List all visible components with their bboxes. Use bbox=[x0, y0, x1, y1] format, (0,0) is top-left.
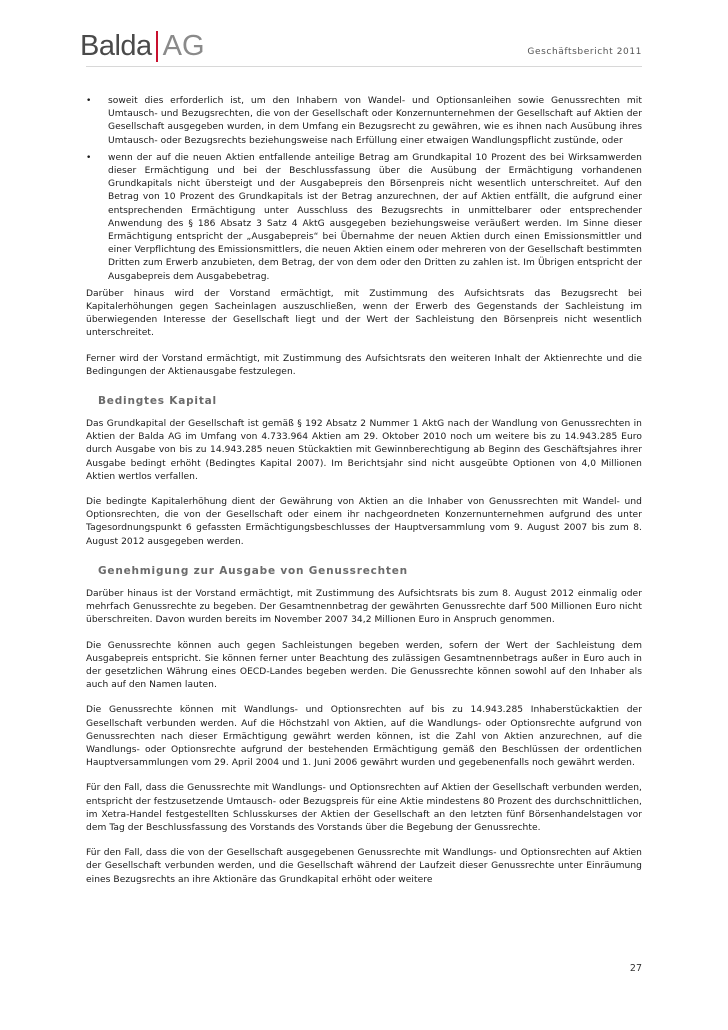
bullet-item bbox=[86, 152, 642, 284]
balda-ag-logo bbox=[80, 28, 205, 64]
paragraph: Für den Fall, dass die Genussrechte mit Wandlungs- und Optionsrechten auf Aktien der Gesellschaft verbunden werden, entspricht der festzusetzende Umtausch- oder Bezugspreis für eine Aktie mindestens 80 Prozent des durchschnittlichen, im Xetra-Handel festgestellten Schlusskurses der Aktien der Gesellschaft an den letzten fünf Börsenhandelstagen vor dem Tag der Beschlussfassung des Vorstands des Vorstands über die Begebung der Genussrechte. bbox=[86, 783, 642, 833]
paragraph: Darüber hinaus ist der Vorstand ermächtigt, mit Zustimmung des Aufsichtsrats bis zum 8. August 2012 einmalig oder mehrfach Genussrechte zu begeben. Der Gesamtnennbetrag der gewährten Genussrechte darf 500 Millionen Euro nicht überschreiten. Davon wurden bereits im November 2007 34,2 Millionen Euro in Anspruch genommen. bbox=[86, 588, 642, 626]
bullet-mark: • bbox=[86, 96, 92, 106]
page-number: 27 bbox=[629, 963, 642, 974]
page-content bbox=[86, 95, 642, 899]
report-title: Geschäftsbericht 2011 bbox=[527, 47, 642, 57]
logo-ag-text: AG bbox=[162, 29, 205, 62]
bullet-item bbox=[86, 95, 642, 148]
paragraph: Das Grundkapital der Gesellschaft ist gemäß § 192 Absatz 2 Nummer 1 AktG nach der Wandlung von Genussrechten in Aktien der Balda AG im Umfang von 4.733.964 Aktien am 29. Oktober 2010 noch um weitere bis zu 14.943.285 Euro durch Ausgabe von bis zu 14.943.285 neuen Stückaktien mit Gewinnberechtigung ab Beginn des Geschäftsjahres ihrer Ausgabe bedingt erhöht (Bedingtes Kapital 2007). Im Berichtsjahr sind nicht ausgeübte Optionen von 4,0 Millionen Aktien wertlos verfallen. bbox=[86, 419, 642, 482]
paragraph: Für den Fall, dass die von der Gesellschaft ausgegebenen Genussrechte mit Wandlungs- und Optionsrechten auf Aktien der Gesellschaft verbunden werden, und die Gesellschaft während der Laufzeit dieser Genussrechte unter Einräumung eines Bezugsrechts an ihre Aktionäre das Grundkapital erhöht oder weitere bbox=[86, 848, 642, 885]
section-heading-bedingtes-kapital: Bedingtes Kapital bbox=[98, 395, 217, 408]
paragraph: Die Genussrechte können mit Wandlungs- und Optionsrechten auf bis zu 14.943.285 Inhaberstückaktien der Gesellschaft verbunden werden. Auf die Höchstzahl von Aktien, auf die Wandlungs- oder Optionsrechte aufgrund von Genussrechten nach dieser Ermächtigung gewährt werden können, ist die Zahl von Aktien anzurechnen, auf die Wandlungs- oder Optionsrechte aufgrund der bestehenden Ermächtigung gemäß den Beschlüssen der ordentlichen Hauptversammlungen vom 29. April 2004 und 1. Juni 2006 gewährt wurden und gegebenenfalls noch gewährt werden. bbox=[86, 705, 642, 769]
paragraph: Die Genussrechte können auch gegen Sachleistungen begeben werden, sofern der Wert der Sachleistung dem Ausgabepreis entspricht. Sie können ferner unter Beachtung des zulässigen Gesamtnennbetrags außer in Euro auch in der gesetzlichen Währung eines OECD-Landes begeben werden. Die Genussrechte können sowohl auf den Inhaber als auch auf den Namen lauten. bbox=[86, 640, 642, 691]
paragraph: Ferner wird der Vorstand ermächtigt, mit Zustimmung des Aufsichtsrats den weiteren Inhalt der Aktienrechte und die Bedingungen der Aktienausgabe festzulegen. bbox=[86, 353, 642, 377]
paragraph: Darüber hinaus wird der Vorstand ermächtigt, mit Zustimmung des Aufsichtsrats das Bezugsrecht bei Kapitalerhöhungen gegen Sacheinlagen auszuschließen, wenn der Erwerb des Gegenstands der Sachleistung im überwiegenden Interesse der Gesellschaft liegt und der Wert der Sachleistung den Börsenpreis nicht wesentlich unterschreitet. bbox=[86, 288, 642, 339]
logo-balda-text: Balda bbox=[80, 29, 152, 62]
section-heading-genussrechte: Genehmigung zur Ausgabe von Genussrechten bbox=[98, 564, 408, 577]
bullet-mark: • bbox=[86, 152, 92, 163]
bullet-text: soweit dies erforderlich ist, um den Inhabern von Wandel- und Optionsanleihen sowie Genussrechten mit Umtausch- und Bezugsrechten, die von der Gesellschaft oder Konzernunternehmen der Gesellschaft auf Aktien der Gesellschaft ausgegeben wurden, in dem Umfang ein Bezugsrecht zu gewähren, wie es ihnen nach Ausübung ihres Umtausch- oder Bezugsrechts beziehungsweise nach Erfüllung einer etwaigen Wandlungspflicht zustünde, oder bbox=[108, 96, 642, 146]
logo-divider-bar bbox=[156, 31, 158, 62]
paragraph: Die bedingte Kapitalerhöhung dient der Gewährung von Aktien an die Inhaber von Genussrechten mit Wandel- und Optionsrechten, die von der Gesellschaft oder einem ihr nachgeordneten Konzernunternehmen aufgrund des unter Tagesordnungspunkt 6 gefassten Ermächtigungsbeschlusses der Hauptversammlung vom 9. August 2007 bis zum 8. August 2012 ausgegeben werden. bbox=[86, 497, 642, 547]
bullet-text: wenn der auf die neuen Aktien entfallende anteilige Betrag am Grundkapital 10 Prozent des bei Wirksamwerden dieser Ermächtigung und bei der Beschlussfassung über die Ausübung der Ermächtigung vorhandenen Grundkapitals nicht übersteigt und der Ausgabepreis den Börsenpreis nicht wesentlich unterschreitet. Auf den Betrag von 10 Prozent des Grundkapitals ist der Betrag anzurechnen, der auf Aktien entfällt, die aufgrund einer entsprechenden Ermächtigung unter Ausschluss des Bezugsrechts in unmittelbarer oder entsprechender Anwendung des § 186 Absatz 3 Satz 4 AktG ausgegeben beziehungsweise veräußert werden. Im Sinne dieser Ermächtigung entspricht der „Ausgabepreis“ bei Übernahme der neuen Aktien durch einen Emissionsmittler und einer Verpflichtung des Emissionsmittlers, die neuen Aktien einem oder mehreren von der Gesellschaft bestimmten Dritten zum Erwerb anzubieten, dem Betrag, der von dem oder den Dritten zu zahlen ist. Im Übrigen entspricht der Ausgabepreis dem Ausgabebetrag. bbox=[108, 152, 642, 282]
header-divider bbox=[86, 66, 642, 67]
